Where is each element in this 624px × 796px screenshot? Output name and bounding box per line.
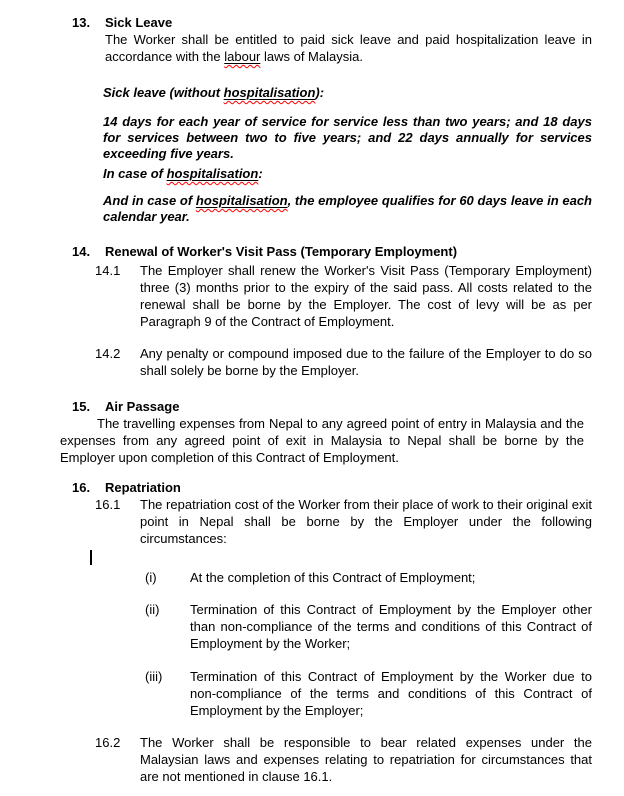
clause-14-2-number: 14.2 xyxy=(95,346,121,361)
clause-16-1 xyxy=(95,496,592,547)
subclause-i xyxy=(145,569,592,586)
clause-16-2-number: 16.2 xyxy=(95,735,121,750)
section-13-paragraph-gutter xyxy=(72,31,105,65)
section-13-paragraph-text xyxy=(105,31,592,65)
section-14-heading xyxy=(72,243,592,260)
subclause-ii-text: Termination of this Contract of Employment by the Employer other than non-compliance of the terms and conditions of this Contract of Employment by the Worker; xyxy=(190,602,592,651)
text-run: Sick leave (without xyxy=(103,85,224,100)
clause-14-2-text: Any penalty or compound imposed due to the failure of the Employer to do so shall solely be borne by the Employer. xyxy=(140,346,592,378)
section-13-number: 13. xyxy=(72,15,91,30)
sick-leave-days-paragraph: 14 days for each year of service for service less than two years; and 18 days for services between two to five years; and 22 days annually for services exceeding five years. xyxy=(103,114,592,161)
section-13-heading xyxy=(72,14,592,31)
misspelled-word: hospitalisation xyxy=(166,166,259,181)
text-run: : xyxy=(258,166,263,181)
clause-16-1-number: 16.1 xyxy=(95,497,121,512)
section-15-number: 15. xyxy=(72,399,91,414)
clause-14-1-text: The Employer shall renew the Worker's Visit Pass (Temporary Employment) three (3) months prior to the expiry of the said pass. All costs related to the renewal shall be borne by the Employer. The cost of levy will be as per Paragraph 9 of the Contract of Employment. xyxy=(140,263,592,329)
underlined-word xyxy=(167,166,259,181)
text-run: The Worker shall be entitled to paid sick leave and paid hospitalization leave in accordance with the xyxy=(105,32,592,64)
subclause-i-marker: (i) xyxy=(145,570,157,585)
section-15-paragraph: The travelling expenses from Nepal to any agreed point of entry in Malaysia and the expenses from any agreed point of exit in Malaysia to Nepal shall be borne by the Employer upon completion of this Contract of Employment. xyxy=(60,416,584,465)
section-14-title: Renewal of Worker's Visit Pass (Temporary Employment) xyxy=(105,244,458,259)
subclause-ii-marker: (ii) xyxy=(145,602,160,617)
clause-14-2 xyxy=(95,345,592,379)
section-16-number: 16. xyxy=(72,480,91,495)
subclause-i-text: At the completion of this Contract of Employment; xyxy=(190,570,476,585)
clause-16-2-text: The Worker shall be responsible to bear related expenses under the Malaysian laws and expenses relating to repatriation for circumstances that are not mentioned in clause 16.1. xyxy=(140,735,592,784)
text-run: , the employee qualifies for 60 days leave in each calendar year. xyxy=(103,193,592,224)
misspelled-word: hospitalisation xyxy=(195,193,288,208)
subclause-iii xyxy=(145,668,592,719)
text-run: laws of Malaysia. xyxy=(260,49,363,64)
clause-14-1 xyxy=(95,262,592,330)
clause-16-2 xyxy=(95,734,592,785)
text-run: In case of xyxy=(103,166,167,181)
hospitalisation-paragraph xyxy=(103,193,592,225)
misspelled-word: hospitalisation xyxy=(223,85,316,100)
section-14-number: 14. xyxy=(72,244,91,259)
clause-14-1-number: 14.1 xyxy=(95,263,121,278)
section-16-title: Repatriation xyxy=(105,480,181,495)
section-13-title: Sick Leave xyxy=(105,15,173,30)
section-16-heading xyxy=(72,479,592,496)
subclause-iii-text: Termination of this Contract of Employment by the Worker due to non-compliance of the terms and conditions of this Contract of Employment by the Employer; xyxy=(190,669,592,718)
misspelled-word: labour xyxy=(224,49,261,64)
section-15-title: Air Passage xyxy=(105,399,180,414)
text-run: And in case of xyxy=(103,193,196,208)
section-15-heading xyxy=(72,398,592,415)
subclause-iii-marker: (iii) xyxy=(145,669,163,684)
sick-leave-subheading xyxy=(103,85,592,101)
hospitalisation-subheading xyxy=(103,166,592,182)
underlined-word xyxy=(224,85,316,100)
subclause-ii xyxy=(145,601,592,652)
text-run: ): xyxy=(315,85,325,100)
clause-16-1-text: The repatriation cost of the Worker from their place of work to their original exit point in Nepal shall be borne by the Employer under the following circumstances: xyxy=(140,497,592,546)
text-cursor xyxy=(90,550,92,565)
underlined-word xyxy=(196,193,288,208)
underlined-word xyxy=(224,49,260,64)
section-13-paragraph xyxy=(72,31,592,65)
